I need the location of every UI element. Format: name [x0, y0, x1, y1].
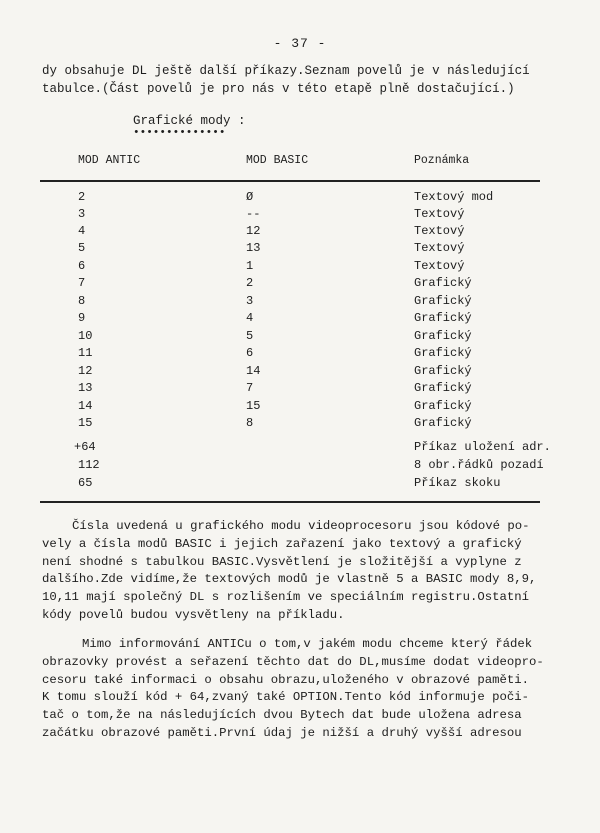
cell-note: Grafický	[414, 381, 472, 395]
paragraph-line: obrazovky provést a seřazení těchto dat do DL,musíme dodat videopro-	[42, 654, 544, 669]
cell-mod-antic: 11	[78, 346, 93, 360]
table-row	[0, 364, 600, 381]
cell-mod-basic: 15	[246, 399, 261, 413]
cell-mod-basic: 5	[246, 329, 254, 343]
page-number: - 37 -	[273, 36, 327, 51]
table-top-rule	[40, 180, 540, 182]
intro-paragraph	[42, 62, 562, 98]
cell-mod-basic: 13	[246, 241, 261, 255]
cell-note: Grafický	[414, 399, 472, 413]
table-row	[0, 294, 600, 311]
cell-mod-basic: 7	[246, 381, 254, 395]
table-bottom-rule	[40, 501, 540, 503]
table-row	[0, 207, 600, 224]
cell-note: Grafický	[414, 294, 472, 308]
cell-note: Grafický	[414, 346, 472, 360]
cell-note: Textový	[414, 207, 465, 221]
cell-note: Grafický	[414, 311, 472, 325]
cell-mod-basic: Ø	[246, 190, 254, 204]
cell-mod-basic: --	[246, 207, 261, 221]
cell-mod-antic: +64	[74, 440, 96, 454]
table-row	[0, 399, 600, 416]
cell-mod-antic: 10	[78, 329, 93, 343]
cell-note: Textový	[414, 224, 465, 238]
section-underline: ••••••••••••••	[133, 127, 226, 139]
paragraph-line: 10,11 mají společný DL s rozlišením ve speciálním registru.Ostatní	[42, 590, 530, 605]
paragraph-line: začátku obrazové paměti.První údaj je nižší a druhý vyšší adresou	[42, 725, 522, 740]
table-row	[0, 476, 600, 493]
table-row	[0, 241, 600, 258]
table-row	[0, 259, 600, 276]
paragraph-line: není shodné s tabulkou BASIC.Vysvětlení je složitější a vyplyne z	[42, 554, 522, 569]
cell-mod-antic: 3	[78, 207, 86, 221]
column-header-note: Poznámka	[414, 154, 470, 167]
cell-mod-basic: 1	[246, 259, 254, 273]
cell-mod-antic: 12	[78, 364, 93, 378]
cell-note: Grafický	[414, 416, 472, 430]
cell-mod-basic: 2	[246, 276, 254, 290]
table-row	[0, 346, 600, 363]
paragraph-2	[42, 636, 552, 743]
paragraph-1	[42, 518, 552, 625]
intro-line: dy obsahuje DL ještě další příkazy.Seznam povelů je v následující	[42, 64, 530, 78]
table-row	[0, 224, 600, 241]
paragraph-line: vely a čísla modů BASIC i jejich zařazení jako textový a grafický	[42, 536, 522, 551]
cell-mod-antic: 112	[78, 458, 100, 472]
paragraph-line: Čísla uvedená u grafického modu videoprocesoru jsou kódové po-	[72, 519, 530, 533]
cell-mod-antic: 2	[78, 190, 86, 204]
cell-note: Textový	[414, 259, 465, 273]
cell-mod-antic: 7	[78, 276, 86, 290]
table-row	[0, 190, 600, 207]
paragraph-line: dalšího.Zde vidíme,že textových modů je vlastně 5 a BASIC mody 8,9,	[42, 572, 537, 587]
cell-mod-basic: 14	[246, 364, 261, 378]
table-row	[0, 276, 600, 293]
cell-mod-basic: 8	[246, 416, 254, 430]
cell-mod-antic: 14	[78, 399, 93, 413]
cell-mod-antic: 4	[78, 224, 86, 238]
table-row	[0, 381, 600, 398]
cell-note: Příkaz skoku	[414, 476, 501, 490]
paragraph-line: kódy povelů budou vysvětleny na příkladu.	[42, 607, 345, 622]
table-row	[0, 458, 600, 475]
cell-mod-antic: 8	[78, 294, 86, 308]
table-row	[0, 416, 600, 433]
intro-line: tabulce.(Část povelů je pro nás v této etapě plně dostačující.)	[42, 82, 515, 96]
cell-mod-antic: 9	[78, 311, 86, 325]
cell-mod-basic: 6	[246, 346, 254, 360]
cell-note: Grafický	[414, 276, 472, 290]
section-title: Grafické mody :	[133, 114, 246, 128]
paragraph-line: tač o tom,že na následujících dvou Bytech dat bude uložena adresa	[42, 708, 522, 723]
cell-note: Textový mod	[414, 190, 494, 204]
cell-mod-antic: 6	[78, 259, 86, 273]
paragraph-line: Mimo informování ANTICu o tom,v jakém modu chceme který řádek	[82, 637, 533, 651]
table-row	[0, 440, 600, 457]
cell-mod-antic: 13	[78, 381, 93, 395]
paragraph-line: cesoru také informaci o obsahu obrazu,uloženého v obrazové paměti.	[42, 672, 530, 687]
cell-mod-basic: 3	[246, 294, 254, 308]
table-row	[0, 311, 600, 328]
paragraph-line: K tomu slouží kód + 64,zvaný také OPTION.Tento kód informuje poči-	[42, 690, 530, 705]
table-row	[0, 329, 600, 346]
cell-note: 8 obr.řádků pozadí	[414, 458, 544, 472]
cell-mod-basic: 12	[246, 224, 261, 238]
column-header-mod-antic: MOD ANTIC	[78, 154, 141, 167]
cell-mod-antic: 15	[78, 416, 93, 430]
cell-mod-basic: 4	[246, 311, 254, 325]
cell-mod-antic: 65	[78, 476, 93, 490]
cell-note: Příkaz uložení adr.	[414, 440, 551, 454]
column-header-mod-basic: MOD BASIC	[246, 154, 309, 167]
cell-note: Grafický	[414, 329, 472, 343]
cell-note: Textový	[414, 241, 465, 255]
cell-mod-antic: 5	[78, 241, 86, 255]
cell-note: Grafický	[414, 364, 472, 378]
